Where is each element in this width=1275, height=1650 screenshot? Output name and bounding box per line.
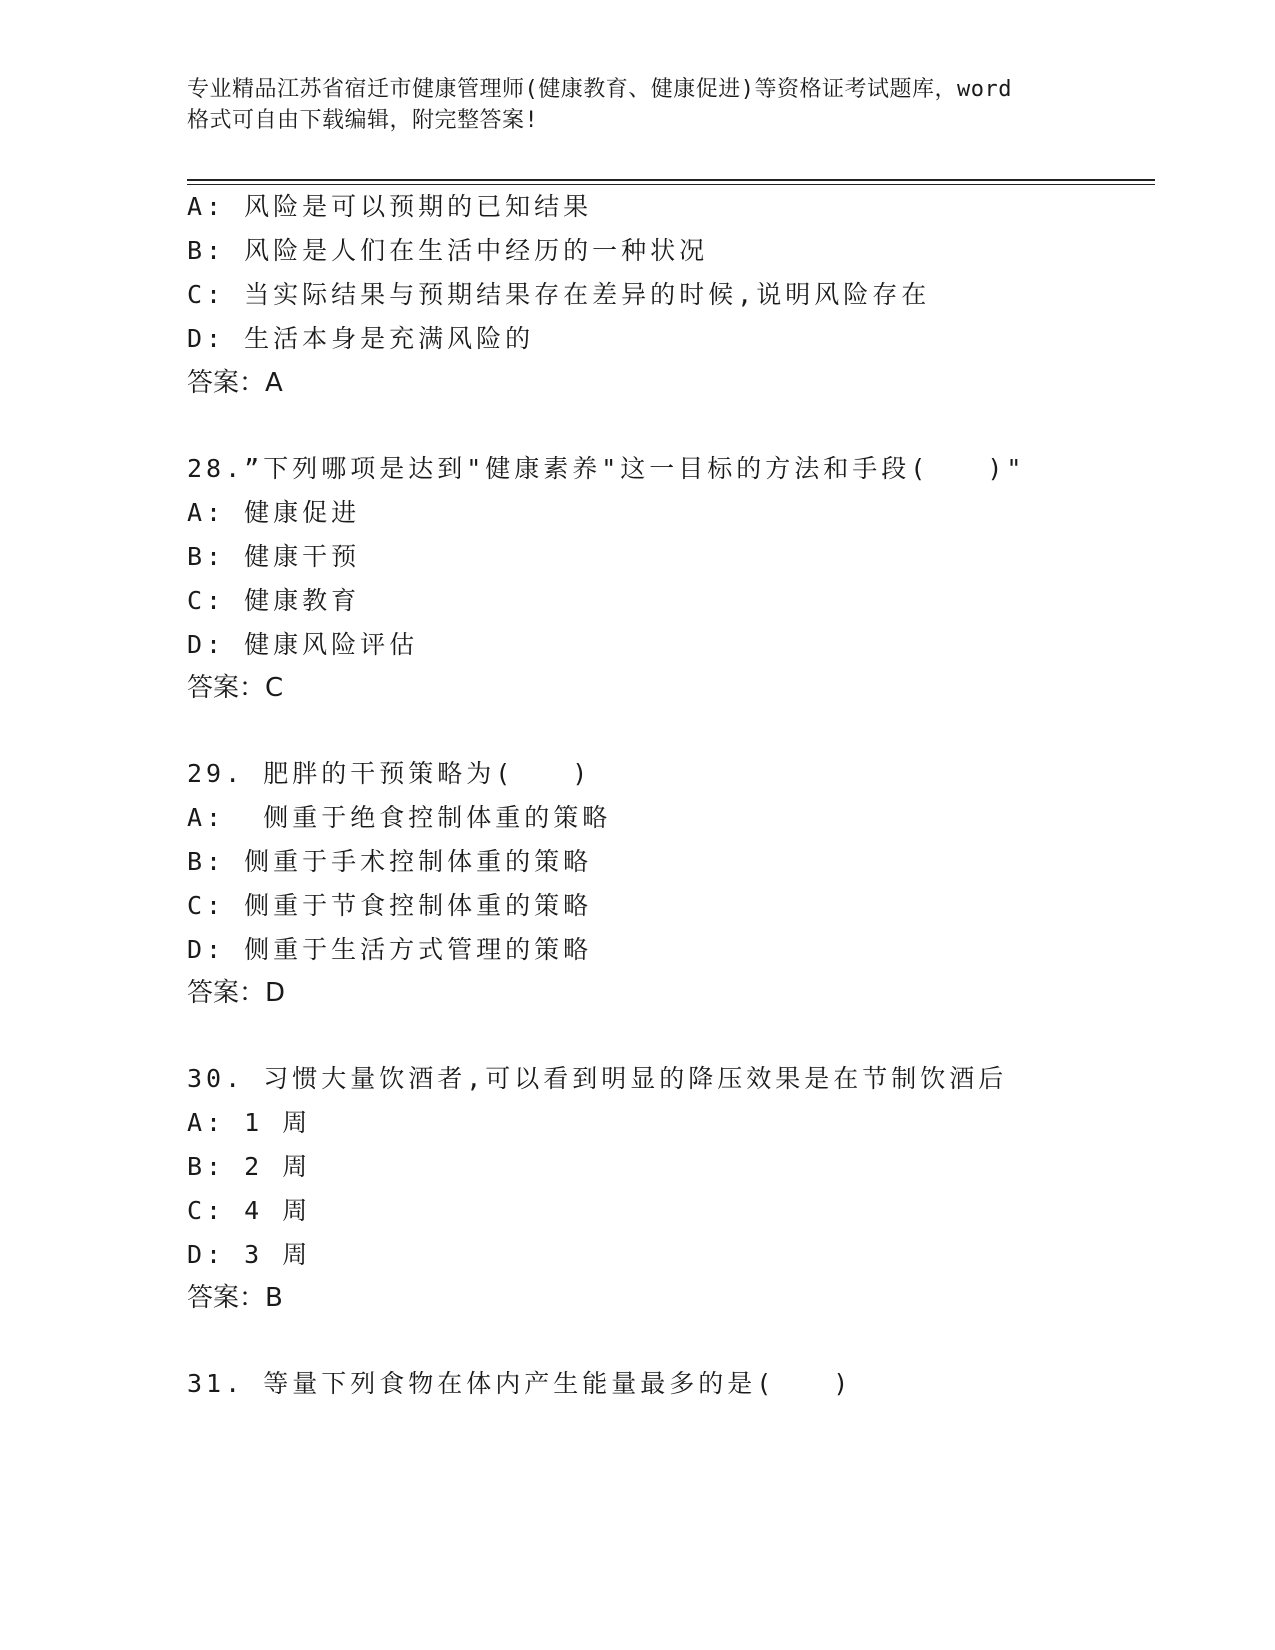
q27-option-a: A: 风险是可以预期的已知结果 [187, 192, 593, 221]
header-line-1: 专业精品江苏省宿迁市健康管理师(健康教育、健康促进)等资格证考试题库，word [187, 77, 1012, 102]
q28-answer: 答案：C [187, 673, 284, 703]
q28-option-a: A: 健康促进 [187, 498, 361, 527]
q30-option-d: D: 3 周 [187, 1240, 312, 1269]
q29-option-b: B: 侧重于手术控制体重的策略 [187, 847, 593, 876]
q30-option-c: C: 4 周 [187, 1196, 312, 1225]
document-header [187, 74, 1097, 136]
q27-answer: 答案：A [187, 368, 283, 398]
q29-question: 29. 肥胖的干预策略为( ) [187, 759, 592, 788]
q29-option-d: D: 侧重于生活方式管理的策略 [187, 935, 593, 964]
q29-answer: 答案：D [187, 978, 286, 1008]
q30-option-a: A: 1 周 [187, 1108, 312, 1137]
q28-option-b: B: 健康干预 [187, 542, 361, 571]
q30-option-b: B: 2 周 [187, 1152, 312, 1181]
q28-option-c: C: 健康教育 [187, 586, 361, 615]
q29-option-a: A: 侧重于绝食控制体重的策略 [187, 803, 612, 832]
q28-question: 28.”下列哪项是达到"健康素养"这一目标的方法和手段( )" [187, 454, 1026, 483]
q30-question: 30. 习惯大量饮酒者,可以看到明显的降压效果是在节制饮酒后 [187, 1064, 1008, 1093]
header-divider-thin [187, 184, 1155, 185]
q28-option-d: D: 健康风险评估 [187, 630, 419, 659]
q27-option-b: B: 风险是人们在生活中经历的一种状况 [187, 236, 709, 265]
q29-option-c: C: 侧重于节食控制体重的策略 [187, 891, 593, 920]
q30-answer: 答案：B [187, 1283, 283, 1313]
q27-option-d: D: 生活本身是充满风险的 [187, 324, 535, 353]
header-divider-thick [187, 179, 1155, 181]
q27-option-c: C: 当实际结果与预期结果存在差异的时候,说明风险存在 [187, 280, 931, 309]
header-line-2: 格式可自由下载编辑，附完整答案! [187, 108, 539, 133]
q31-question: 31. 等量下列食物在体内产生能量最多的是( ) [187, 1369, 853, 1398]
